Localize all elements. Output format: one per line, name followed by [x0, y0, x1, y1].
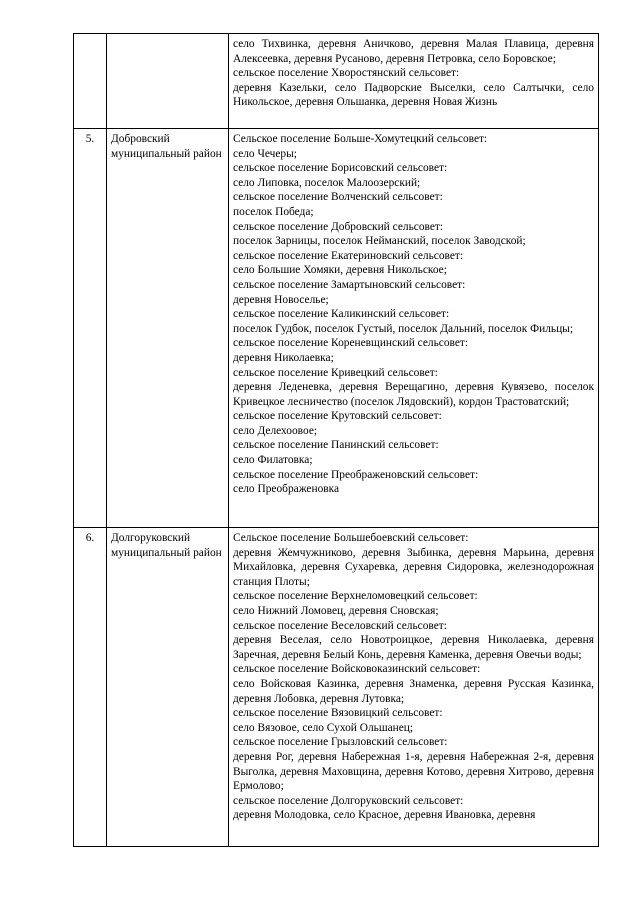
settlement-line: деревня Молодовка, село Красное, деревня Ивановка, деревня [233, 809, 536, 822]
settlement-line: село Нижний Ломовец, деревня Сновская; [233, 604, 439, 617]
settlement-line: сельское поселение Панинский сельсовет: [233, 439, 439, 452]
settlement-line: поселок Победа; [233, 205, 314, 218]
settlement-line: сельское поселение Каликинский сельсовет: [233, 308, 450, 321]
row-number-cell: 5. [74, 129, 107, 528]
settlement-line: сельское поселение Борисовский сельсовет: [233, 162, 448, 175]
settlement-line: село Филатовка; [233, 454, 313, 467]
settlement-line: сельское поселение Екатериновский сельсовет: [233, 249, 464, 262]
settlement-line: село Большие Хомяки, деревня Никольское; [233, 264, 447, 277]
settlement-line: сельское поселение Веселовский сельсовет: [233, 619, 447, 632]
settlement-line: деревня Николаевка; [233, 351, 334, 364]
row-number-cell: 6. [74, 528, 107, 847]
settlements-table [73, 33, 599, 847]
settlement-line: Сельское поселение Большебоевский сельсовет: [233, 532, 469, 544]
settlement-line: село Липовка, поселок Малоозерский; [233, 176, 421, 189]
settlement-line: сельское поселение Хворостянский сельсовет: [233, 67, 460, 80]
settlement-line: село Чечеры; [233, 147, 297, 160]
settlement-line: сельское поселение Преображеновский сельсовет: [233, 468, 479, 481]
settlement-line: деревня Жемчужниково, деревня Зыбинка, деревня Марьина, деревня Михайловка, деревня Сухаревка, деревня Сидоровка, железнодорожная станция Плоты; [233, 546, 594, 588]
settlement-line: село Преображеновка [233, 483, 340, 496]
district-name-cell [107, 34, 229, 129]
settlements-table-body [74, 34, 599, 847]
settlement-line: сельское поселение Крутовский сельсовет: [233, 410, 442, 423]
settlement-line: сельское поселение Замартыновский сельсовет: [233, 278, 466, 291]
settlement-line: сельское поселение Войсковоказинский сельсовет: [233, 663, 481, 676]
settlement-line: деревня Новоселье; [233, 293, 329, 306]
settlements-cell [229, 528, 599, 847]
table-row [74, 129, 599, 528]
settlement-line: сельское поселение Кривецкий сельсовет: [233, 366, 438, 379]
settlement-line: поселок Гудбок, поселок Густый, поселок Дальний, поселок Фильцы; [233, 322, 573, 335]
settlement-line: Сельское поселение Больше-Хомутецкий сельсовет: [233, 133, 488, 145]
settlement-line: село Тихвинка, деревня Аничково, деревня Малая Плавица, деревня Алексеевка, деревня Русаново, деревня Петровка, село Боровское; [233, 38, 594, 65]
district-name-cell: Добровский муниципальный район [107, 129, 229, 528]
settlement-line: сельское поселение Вязовицкий сельсовет: [233, 707, 443, 720]
settlement-line: сельское поселение Добровский сельсовет: [233, 220, 444, 233]
settlement-line: сельское поселение Долгоруковский сельсовет: [233, 794, 464, 807]
row-number-cell [74, 34, 107, 129]
settlement-line: сельское поселение Верхнеломовецкий сельсовет: [233, 590, 478, 603]
table-row [74, 528, 599, 847]
settlement-line: поселок Зарницы, поселок Нейманский, поселок Заводской; [233, 235, 526, 248]
settlement-line: деревня Леденевка, деревня Верещагино, деревня Кувязево, поселок Кривецкое лесничество (поселок Лядовский), кордон Трастоватский; [233, 381, 594, 408]
settlement-line: сельское поселение Кореневщинский сельсовет: [233, 337, 469, 350]
settlement-line: деревня Веселая, село Новотроицкое, деревня Николаевка, деревня Заречная, деревня Белый Конь, деревня Каменка, деревня Овечьи воды; [233, 634, 594, 661]
settlement-line: сельское поселение Волченский сельсовет: [233, 191, 443, 204]
settlement-line: село Делехоовое; [233, 424, 318, 437]
settlement-line: деревня Казельки, село Падворские Выселки, село Салтычки, село Никольское, деревня Ольшанка, деревня Новая Жизнь [233, 81, 594, 109]
settlements-cell [229, 34, 599, 129]
settlement-line: сельское поселение Грызловский сельсовет: [233, 736, 448, 749]
settlement-line: село Вязовое, село Сухой Ольшанец; [233, 721, 414, 734]
settlement-line: деревня Рог, деревня Набережная 1-я, деревня Набережная 2-я, деревня Выголка, деревня Маховщина, деревня Котово, деревня Хитрово, деревня Ермолово; [233, 750, 594, 793]
district-name-cell: Долгоруковский муниципальный район [107, 528, 229, 847]
table-row [74, 34, 599, 129]
settlements-cell [229, 129, 599, 528]
settlement-line: село Войсковая Казинка, деревня Знаменка, деревня Русская Казинка, деревня Лобовка, деревня Лутовка; [233, 677, 594, 705]
